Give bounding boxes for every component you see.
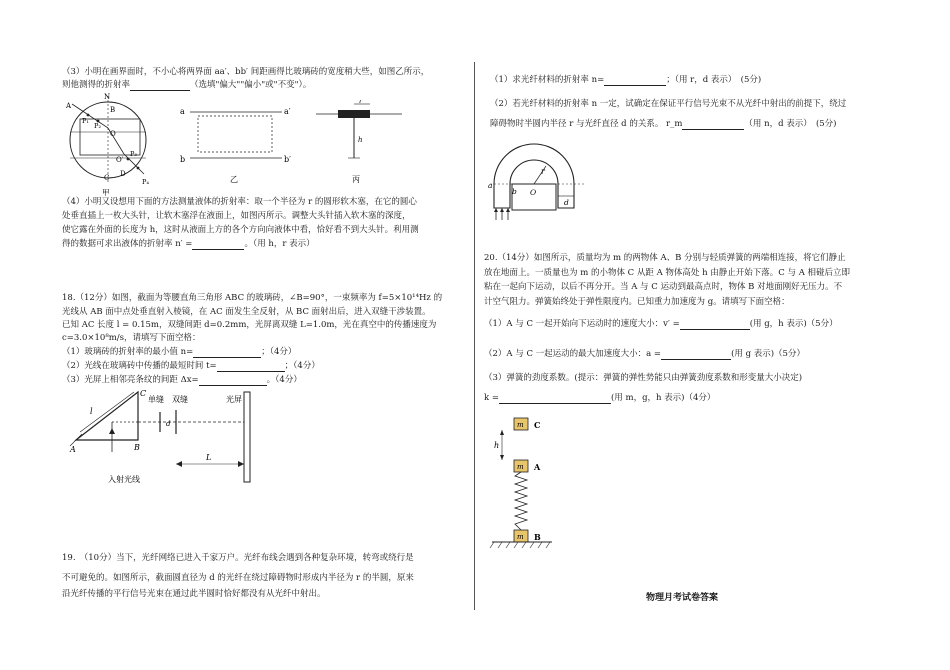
q20-sub3-answer: k = (用 m，g，h 表示)（4分） [484,393,716,403]
label-18-A: A [70,445,76,454]
q18-1-answer-blank[interactable] [193,347,261,358]
q18-line1: 18.（12分）如图，截面为等腰直角三角形 ABC 的玻璃砖，∠B=90°，一束频率为 f=5×10¹⁴Hz 的 [62,293,443,303]
label-incident-light: 入射光线 [108,475,140,484]
label-19-d: d [564,198,569,207]
q17-3-line1: （3）小明在画界面时，不小心将两界面 aa′、bb′ 间距画得比玻璃砖的宽度稍大些，如图乙所示， [62,67,430,77]
q18-2-answer-blank[interactable] [217,361,285,372]
label-18-B: B [134,443,140,452]
label-b: b [180,155,186,164]
q20-sub3: （3）弹簧的劲度系数。(提示：弹簧的弹性势能只由弹簧劲度系数和形变量大小决定) [484,373,803,383]
label-20-B: B [534,532,541,542]
answer-title: 物理月考试卷答案 [646,593,719,603]
label-18-L: L [206,453,212,462]
q18-line4: c=3.0×10⁸m/s，请填写下面空格： [62,333,201,343]
q17-4-line2: 处垂直插上一枚大头针，让软木塞浮在液面上，如图丙所示。调整大头针插入软木塞的深度， [62,211,411,221]
label-20-h: h [494,441,500,450]
caption-yi: 乙 [230,175,238,184]
label-a: a [180,107,185,116]
q19-2-line2: 障碍物时半圆内半径 r 与光纤直径 d 的关系。 r_m （用 n，d 表示） (5分) [490,119,837,129]
q20-line2: 放在地面上。一质量也为 m 的小物体 C 从距 A 物体高处 h 由静止开始下落。C 与 A 相碰后立即 [484,268,851,278]
q17-3-answer-blank[interactable] [130,80,190,91]
light-screen [244,392,250,482]
glass-outline [198,116,272,152]
q18-sub3: （3）光屏上相邻亮条纹的间距 Δx= 。（4分） [62,375,302,385]
q17-4-line3: 使它露在外面的长度为 h，这时从液面上方的各个方向向液体中看，恰好看不到大头针。利用测 [62,225,419,235]
label-20-A: A [534,462,541,472]
q17-4-line4: 得的数据可求出液体的折射率 n′ = 。（用 h，r 表示） [62,239,315,249]
label-single-slit: 单缝 [148,395,164,404]
spring [515,472,527,530]
q20-line1: 20.（14分）如图所示，质量均为 m 的两物体 A、B 分别与轻质弹簧的两端相连接，将它们静止 [484,253,846,263]
q20-3-answer-blank[interactable] [499,393,611,404]
q19-1: （1）求光纤材料的折射率 n= ；（用 r，d 表示） (5分) [490,75,762,85]
figure-18 [64,388,270,488]
label-O-prime: O′ [116,156,124,164]
label-b-prime: b′ [284,155,291,164]
label-r: r [359,100,363,105]
label-A: A [66,102,72,110]
q20-1-answer-blank[interactable] [680,319,750,330]
label-D: D [120,170,126,178]
q20-line3: 粘在一起向下运动，以后不再分开。当 A 与 C 运动到最高点时，物体 B 对地面刚好无压力。不 [484,282,843,292]
prism-abc [76,392,138,440]
q18-line2: 光线从 AB 面中点处垂直射入棱镜，在 AC 面发生全反射，从 BC 面射出后，进入双缝干涉装置。 [62,307,431,317]
label-19-r: r [541,167,545,176]
caption-bing: 丙 [352,175,360,184]
label-P3: P₃ [130,150,137,158]
q19-1-answer-blank[interactable] [604,75,666,86]
label-P4: P₄ [142,178,149,186]
q20-2-answer-blank[interactable] [661,349,731,360]
label-N: N [104,93,111,101]
q18-sub2: （2）光线在玻璃砖中传播的最短时间 t= ；（4分） [62,361,320,371]
label-B: B [110,106,116,114]
label-a-prime: a′ [284,107,291,116]
column-divider [474,62,475,610]
label-18-C: C [140,389,147,398]
figure-19 [488,138,594,222]
q17-4-answer-blank[interactable] [192,239,244,250]
q17-3-line2: 则他测得的折射率 （选填"偏大""偏小"或"不变"）。 [62,80,312,90]
label-18-l: l [90,407,93,416]
figure-20 [488,414,568,550]
q18-sub1: （1）玻璃砖的折射率的最小值 n= ；（4分） [62,347,297,357]
q20-line4: 计空气阻力。弹簧始终处于弹性限度内。已知重力加速度为 g。请填写下面空格： [484,297,790,307]
label-19-O: O [530,188,537,197]
q19-line1: 19. （10分）当下，光纤网络已进入千家万户。光纤布线会遇到各种复杂环境，转弯或绕行是 [62,553,414,563]
q20-sub1: （1）A 与 C 一起开始向下运动时的速度大小：v′ = (用 g，h 表示)（5分） [484,319,838,329]
label-20-m-A: m [517,463,524,471]
q18-3-answer-blank[interactable] [199,375,267,386]
label-h: h [358,136,363,144]
label-double-slit: 双缝 [172,395,188,404]
label-19-a: a [488,181,493,190]
label-20-C: C [534,420,541,430]
q20-sub2: （2）A 与 C 一起运动的最大加速度大小：a = (用 g 表示)（5分） [484,349,805,359]
label-C: C [104,174,110,182]
figure-jia [64,92,156,198]
q17-4-line1: （4）小明又设想用下面的方法测量液体的折射率：取一个半径为 r 的圆形软木塞，在它的圆心 [62,197,417,207]
q18-line3: 已知 AC 长度 l = 0.15m，双缝间距 d=0.2mm，光屏离双缝 L=1.0m，光在真空中的传播速度为 [62,320,437,330]
label-18-d: d [166,420,171,428]
cork [338,110,370,118]
label-P1: P₁ [82,117,89,125]
label-P2: P₂ [94,122,101,130]
label-screen: 光屏 [226,395,242,404]
label-O: O [110,130,116,138]
q19-2-line1: （2）若光纤材料的折射率 n 一定，试确定在保证平行信号光束不从光纤中射出的前提下，绕过 [490,99,847,109]
caption-jia: 甲 [102,188,110,197]
label-20-m-C: m [517,421,524,429]
figure-bing [312,100,406,186]
q19-2-answer-blank[interactable] [682,119,744,130]
q19-line2: 不可避免的。如图所示，截面圆直径为 d 的光纤在绕过障碍物时形成内半径为 r 的半圆，原来 [62,573,414,583]
label-20-m-B: m [517,533,524,541]
figure-yi [176,100,302,186]
label-19-b: b [512,187,517,196]
q19-line3: 沿光纤传播的平行信号光束在通过此半圆时恰好都没有从光纤中射出。 [62,589,326,599]
